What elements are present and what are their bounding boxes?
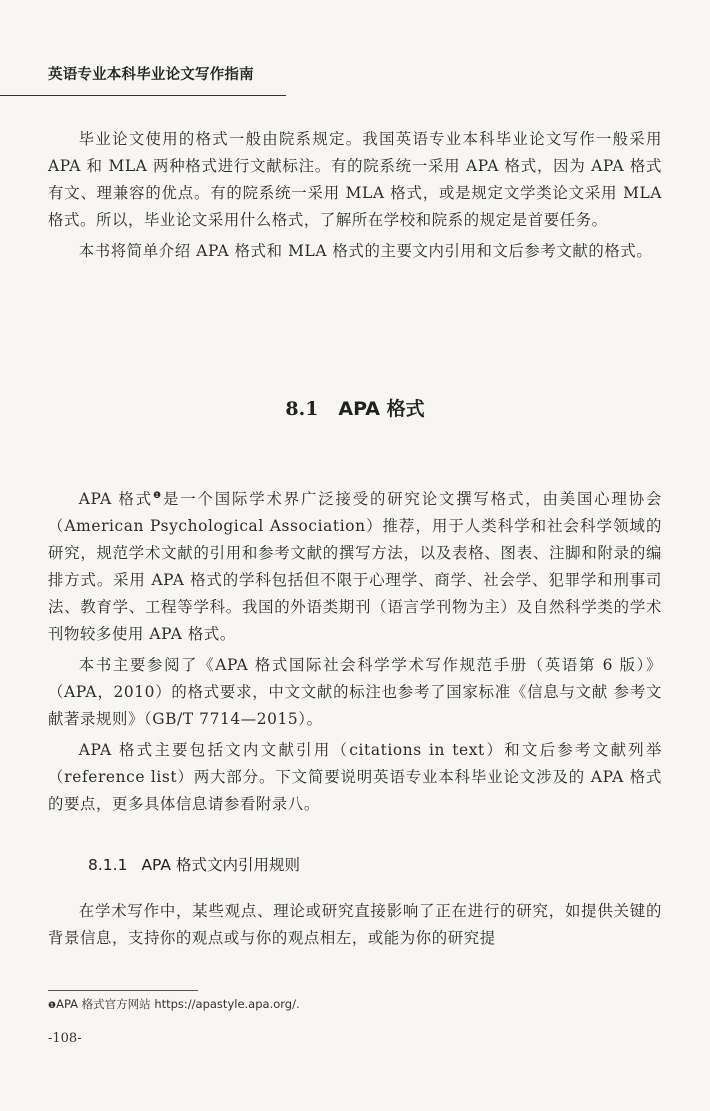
subsection-number: 8.1.1 <box>88 856 128 874</box>
intro-block <box>48 126 662 269</box>
section-paragraph-1-text: 是一个国际学术界广泛接受的研究论文撰写格式，由美国心理协会（American Psychological Association）推荐，用于人类科学和社会科学领域的研究，规范学术文献的引用和参考文献的撰写方法，以及表格、图表、注脚和附录的编排方式。采用 APA 格式的学科包括但不限于心理学、商学、社会学、犯罪学和刑事司法、教育学、工程等学科。我国的外语类期刊（语言学刊物为主）及自然科学类的学术刊物较多使用 APA 格式。 <box>48 490 662 644</box>
footnote-rule <box>48 990 198 991</box>
section-paragraph-1 <box>48 483 662 648</box>
section-paragraph-2: 本书主要参阅了《APA 格式国际社会科学学术写作规范手册（英语第 6 版）》（APA，2010）的格式要求，中文文献的标注也参考了国家标准《信息与文献 参考文献著录规则》（GB/T 7714—2015）。 <box>48 656 662 729</box>
section-body <box>48 483 662 822</box>
intro-paragraph-2: 本书将简单介绍 APA 格式和 MLA 格式的主要文内引用和文后参考文献的格式。 <box>78 242 653 260</box>
apa-lead: APA 格式 <box>78 490 154 509</box>
subsection-heading <box>88 853 300 875</box>
footnote-mark: ❶ <box>48 1001 57 1011</box>
header-rule <box>0 95 286 96</box>
section-heading <box>0 394 710 421</box>
footnote <box>48 996 300 1012</box>
section-number: 8.1 <box>285 398 319 420</box>
footnote-reference[interactable]: ❶ <box>153 491 163 501</box>
subsection-paragraph-1: 在学术写作中，某些观点、理论或研究直接影响了正在进行的研究，如提供关键的背景信息，支持你的观点或与你的观点相左，或能为你的研究提 <box>48 902 662 947</box>
intro-paragraph-1: 毕业论文使用的格式一般由院系规定。我国英语专业本科毕业论文写作一般采用 APA 和 MLA 两种格式进行文献标注。有的院系统一采用 APA 格式，因为 APA 格式有文、理兼容的优点。有的院系统一采用 MLA 格式，或是规定文学类论文采用 MLA 格式。所以，毕业论文采用什么格式，了解所在学校和院系的规定是首要任务。 <box>48 130 662 229</box>
section-paragraph-3: APA 格式主要包括文内文献引用（citations in text）和文后参考文献列举（reference list）两大部分。下文简要说明英语专业本科毕业论文涉及的 APA 格式的要点，更多具体信息请参看附录八。 <box>48 741 662 814</box>
page-number: -108- <box>48 1031 82 1046</box>
running-header: 英语专业本科毕业论文写作指南 <box>48 67 254 83</box>
footnote-text[interactable]: APA 格式官方网站 https://apastyle.apa.org/. <box>56 997 300 1011</box>
section-title: APA 格式 <box>338 398 425 420</box>
subsection-body <box>48 898 662 956</box>
subsection-title: APA 格式文内引用规则 <box>141 856 300 874</box>
